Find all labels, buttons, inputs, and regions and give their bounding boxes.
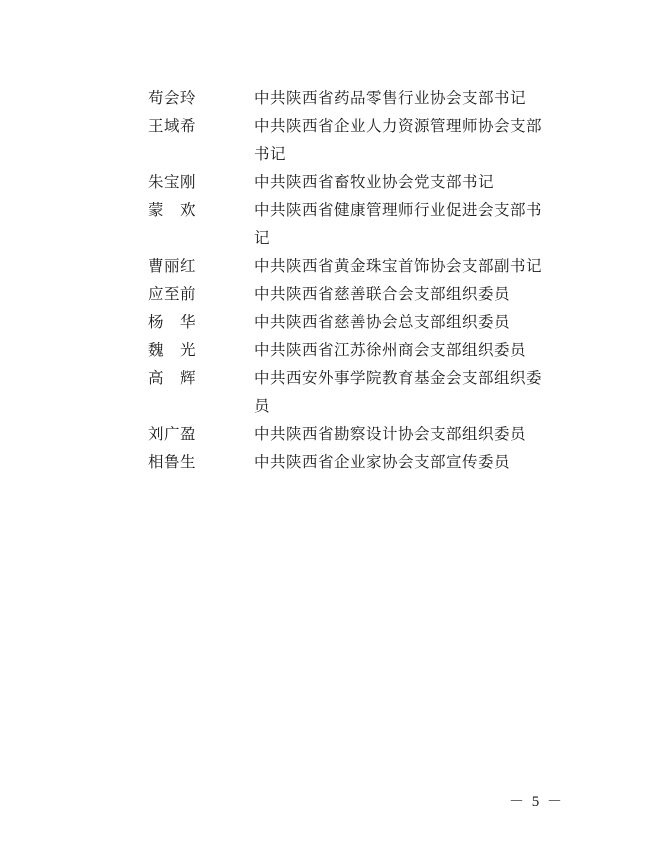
list-item (148, 448, 608, 476)
list-item (148, 168, 608, 196)
list-item (148, 112, 608, 168)
member-title: 中共陕西省健康管理师行业促进会支部书记 (254, 201, 543, 247)
member-title: 中共陕西省黄金珠宝首饰协会支部副书记 (254, 257, 543, 275)
member-name: 应至前 (148, 285, 197, 303)
list-item (148, 252, 608, 280)
member-title: 中共陕西省畜牧业协会党支部书记 (254, 173, 495, 191)
member-title: 中共陕西省企业人力资源管理师协会支部书记 (254, 117, 543, 163)
member-name: 朱宝刚 (148, 173, 197, 191)
list-item (148, 280, 608, 308)
member-title: 中共陕西省江苏徐州商会支部组织委员 (254, 341, 527, 359)
member-name: 刘广盈 (148, 425, 197, 443)
member-list (148, 84, 608, 476)
member-name: 高 辉 (148, 369, 197, 387)
page-number: － 5 － (508, 794, 564, 810)
list-item (148, 196, 608, 252)
list-item (148, 420, 608, 448)
member-name: 魏 光 (148, 341, 197, 359)
member-name: 杨 华 (148, 313, 197, 331)
member-name: 蒙 欢 (148, 201, 197, 219)
member-name: 王域希 (148, 117, 197, 135)
member-title: 中共陕西省慈善协会总支部组织委员 (254, 313, 511, 331)
list-item (148, 84, 608, 112)
member-title: 中共陕西省勘察设计协会支部组织委员 (254, 425, 527, 443)
list-item (148, 364, 608, 420)
member-title: 中共陕西省慈善联合会支部组织委员 (254, 285, 511, 303)
list-item (148, 336, 608, 364)
member-name: 曹丽红 (148, 257, 197, 275)
member-name: 苟会玲 (148, 89, 197, 107)
member-name: 相鲁生 (148, 453, 197, 471)
member-title: 中共陕西省企业家协会支部宣传委员 (254, 453, 511, 471)
member-title: 中共西安外事学院教育基金会支部组织委员 (254, 369, 543, 415)
list-item (148, 308, 608, 336)
member-title: 中共陕西省药品零售行业协会支部书记 (254, 89, 527, 107)
